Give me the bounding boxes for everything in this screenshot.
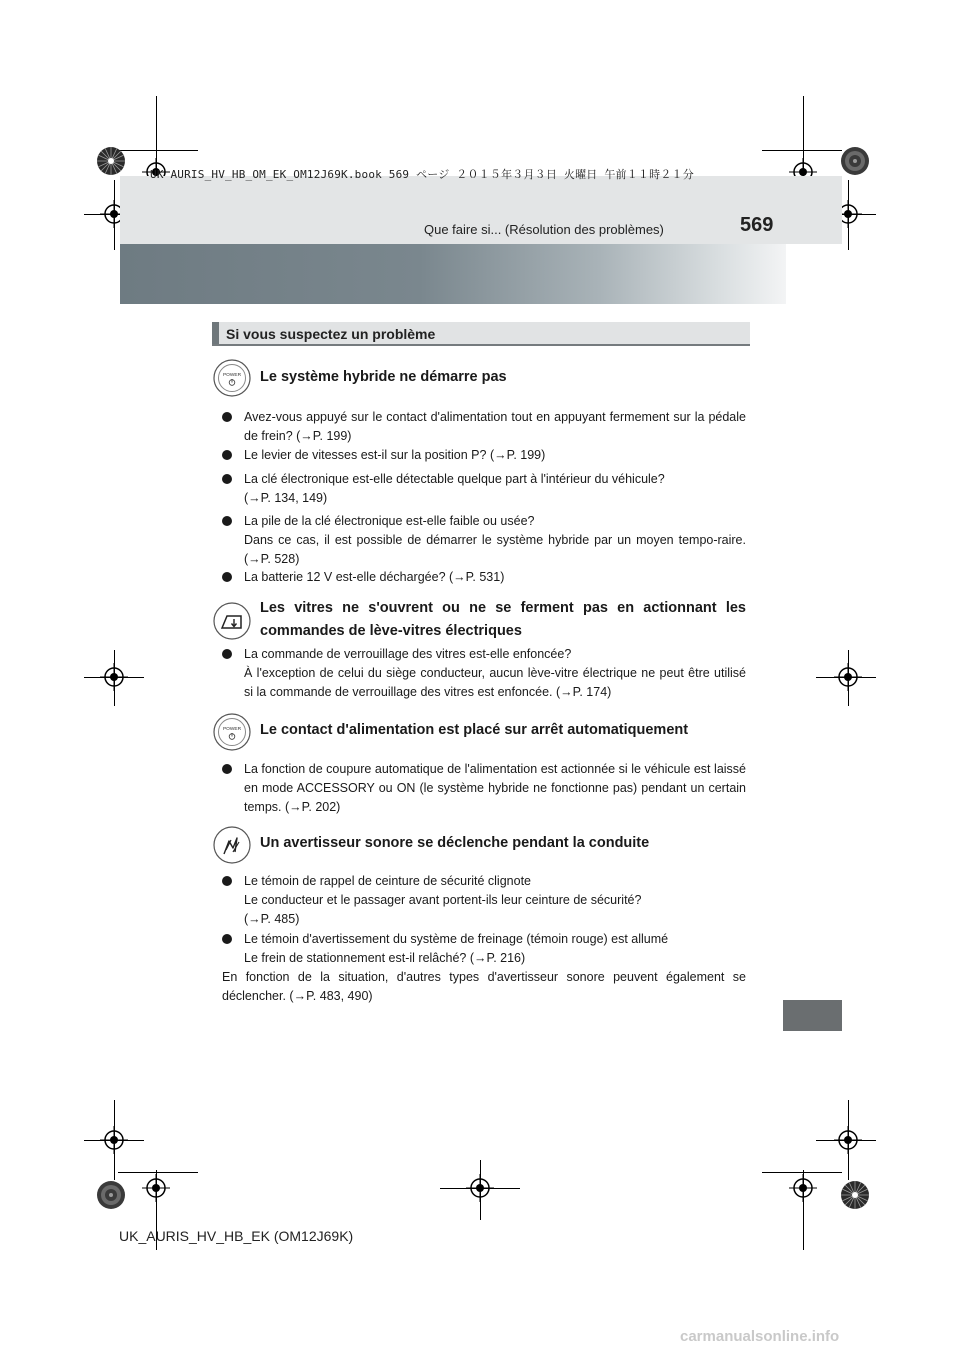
bullet-dot <box>222 450 232 460</box>
page-number: 569 <box>740 214 774 236</box>
list-item <box>222 512 746 569</box>
registration-mark-icon <box>100 663 128 691</box>
chapter-side-tab <box>783 1000 842 1031</box>
list-item <box>222 872 746 929</box>
color-wheel-icon <box>96 146 126 176</box>
color-wheel-icon <box>96 1180 126 1210</box>
list-item <box>222 568 746 587</box>
list-item <box>222 930 746 968</box>
section-title: Que faire si... (Résolution des problèmes) <box>424 222 664 237</box>
list-item-text: (→P. 485) <box>244 912 300 926</box>
bullet-dot <box>222 412 232 422</box>
color-wheel-icon <box>840 146 870 176</box>
list-item <box>222 760 746 817</box>
list-item-text: (→P. 134, 149) <box>244 491 328 505</box>
list-item <box>222 470 746 508</box>
section-heading: Si vous suspectez un problème <box>226 326 436 342</box>
list-item-text: La pile de la clé électronique est-elle faible ou usée? <box>244 514 535 528</box>
list-item-text: À l'exception de celui du siège conducteur, aucun lève-vitre électrique ne peut être utilisé si la commande de verrouillage des vitres est enfoncée. (→P. 174) <box>244 666 746 699</box>
header-band-gradient <box>120 244 786 304</box>
heading-buzzer-sounds: Un avertisseur sonore se déclenche pendant la conduite <box>260 835 650 851</box>
registration-mark-icon <box>142 1174 170 1202</box>
heading-windows-not-working: Les vitres ne s'ouvrent ou ne se ferment pas en actionnant les commandes de lève-vitres électriques <box>260 600 746 639</box>
heading-hybrid-not-starting: Le système hybride ne démarre pas <box>260 369 507 385</box>
heading-auto-power-off: Le contact d'alimentation est placé sur arrêt automatiquement <box>260 722 689 738</box>
section-heading-bar <box>212 322 750 346</box>
bullet-dot <box>222 474 232 484</box>
list-item <box>222 408 746 446</box>
bullet-dot <box>222 934 232 944</box>
list-item-text: Dans ce cas, il est possible de démarrer le système hybride par un moyen tempo-raire. (→P. 528) <box>244 533 746 566</box>
registration-mark-icon <box>789 1174 817 1202</box>
bullet-dot <box>222 516 232 526</box>
list-item-text: La batterie 12 V est-elle déchargée? (→P. 531) <box>244 570 505 584</box>
list-item-text: Le conducteur et le passager avant portent-ils leur ceinture de sécurité? <box>244 893 642 907</box>
list-item-text: Le témoin de rappel de ceinture de sécurité clignote <box>244 874 531 888</box>
power-label: POWER <box>222 373 242 378</box>
warning-buzzer-icon <box>213 826 251 864</box>
book-info-line: UK AURIS_HV_HB_OM_EK_OM12J69K.book 569 ページ ２０１５年３月３日 火曜日 午前１１時２１分 <box>150 168 694 181</box>
bullet-dot <box>222 764 232 774</box>
bullet-dot <box>222 572 232 582</box>
bullet-dot <box>222 649 232 659</box>
power-switch-icon <box>213 359 251 397</box>
watermark: carmanualsonline.info <box>680 1328 840 1345</box>
registration-mark-icon <box>834 663 862 691</box>
power-switch-icon <box>213 713 251 751</box>
list-item <box>222 645 746 702</box>
list-item-text: Le levier de vitesses est-il sur la position P? (→P. 199) <box>244 448 546 462</box>
list-item <box>222 446 746 465</box>
list-item-text: La clé électronique est-elle détectable quelque part à l'intérieur du véhicule? <box>244 472 665 486</box>
note-paragraph: En fonction de la situation, d'autres types d'avertisseur sonore peuvent également se déclencher. (→P. 483, 490) <box>222 970 746 1003</box>
registration-mark-icon <box>100 1126 128 1154</box>
color-wheel-icon <box>840 1180 870 1210</box>
bullet-dot <box>222 876 232 886</box>
list-item-text: Le témoin d'avertissement du système de freinage (témoin rouge) est allumé <box>244 932 669 946</box>
document-code: UK_AURIS_HV_HB_EK (OM12J69K) <box>119 1228 354 1244</box>
list-item-text: Avez-vous appuyé sur le contact d'alimentation tout en appuyant fermement sur la pédale de frein? (→P. 199) <box>244 410 746 443</box>
registration-mark-icon <box>466 1174 494 1202</box>
list-item-text: La fonction de coupure automatique de l'alimentation est actionnée si le véhicule est laissé en mode ACCESSORY ou ON (le système hybride ne fonctionne pas) pendant un certain temps. (→P. 202) <box>244 762 746 814</box>
registration-mark-icon <box>834 1126 862 1154</box>
power-window-switch-icon <box>213 602 251 640</box>
list-item-text: Le frein de stationnement est-il relâché? (→P. 216) <box>244 951 526 965</box>
list-item-text: La commande de verrouillage des vitres est-elle enfoncée? <box>244 647 572 661</box>
power-label: POWER <box>222 727 242 732</box>
